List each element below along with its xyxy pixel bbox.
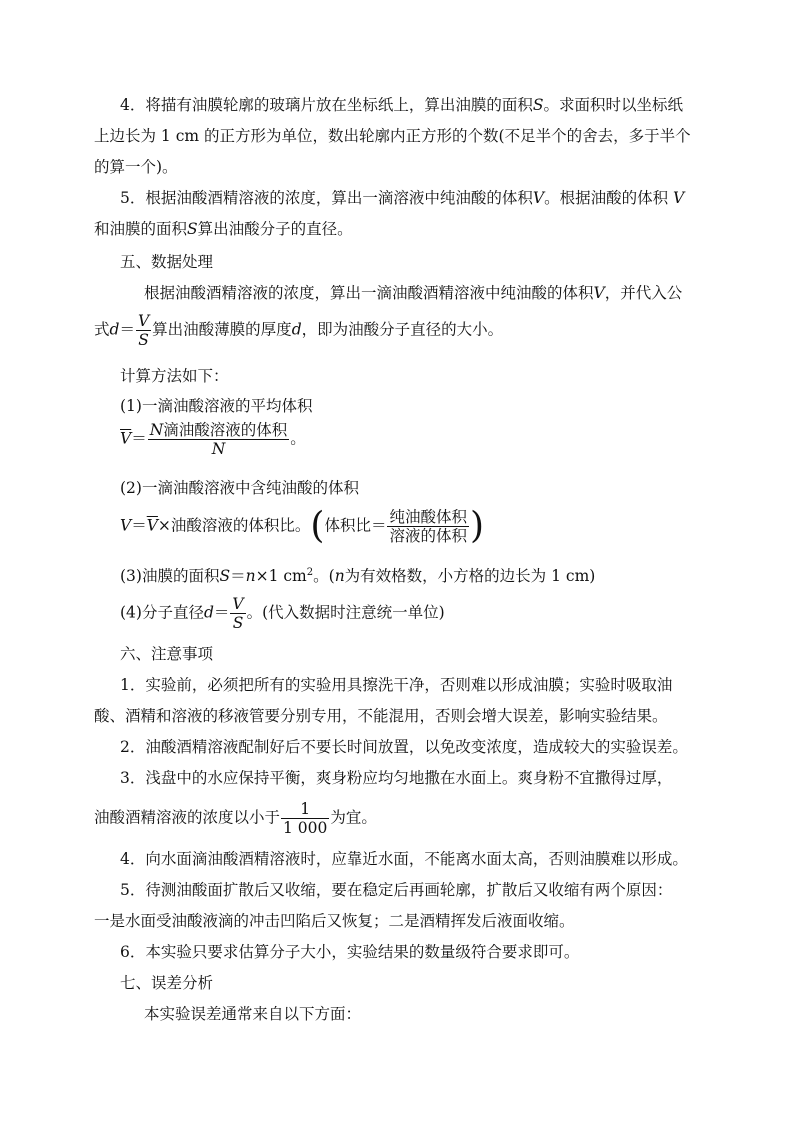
- step-2-label: (2)一滴油酸溶液中含纯油酸的体积: [120, 479, 359, 497]
- note5-line1: 5．待测油酸面扩散后又收缩，要在稳定后再画轮廓，扩散后又收缩有两个原因：: [120, 881, 673, 899]
- note3-line1: 3．浅盘中的水应保持平衡，爽身粉应均匀地撒在水面上。爽身粉不宜撒得过厚，: [120, 769, 673, 787]
- note5-line2: 一是水面受油酸液滴的冲击凹陷后又恢复；二是酒精挥发后液面收缩。: [94, 912, 575, 930]
- note6: 6．本实验只要求估算分子大小，实验结果的数量级符合要求即可。: [120, 943, 580, 961]
- step4-line3: 的算一个)。: [94, 158, 178, 176]
- section7-heading: 七、误差分析: [120, 974, 214, 992]
- step5-line2: 和油膜的面积S算出油酸分子的直径。: [94, 220, 353, 238]
- method-label: 计算方法如下：: [120, 367, 229, 385]
- step4-line2: 上边长为 1 cm 的正方形为单位，数出轮廓内正方形的个数(不足半个的舍去，多于半个: [94, 127, 691, 145]
- note4: 4．向水面滴油酸酒精溶液时，应靠近水面，不能离水面太高，否则油膜难以形成。: [120, 850, 688, 868]
- note1-line1: 1．实验前，必须把所有的实验用具擦洗干净，否则难以形成油膜；实验时吸取油: [120, 676, 673, 694]
- error-intro: 本实验误差通常来自以下方面：: [144, 1005, 362, 1023]
- section6-heading: 六、注意事项: [120, 645, 214, 663]
- formula-2: $V=\overline{V}\times$油酸溶液的体积比。(体积比＝ $\frac{\text{纯油酸体积}}{\text{溶液的体积}}$ ): [120, 505, 485, 547]
- note2: 2．油酸酒精溶液配制好后不要长时间放置，以免改变浓度，造成较大的实验误差。: [120, 738, 688, 756]
- step-3-label: (3)油膜的面积S＝n×1 $cm^2$。(n为有效格数，小方格的边长为 1 cm): [120, 567, 596, 586]
- step-4-label: (4)分子直径d＝ $\frac{V}{S}$ 。(代入数据时注意统一单位): [120, 595, 445, 632]
- data-formula-line: 式d＝ $\frac{V}{S}$ 算出油酸薄膜的厚度d，即为油酸分子直径的大小。: [94, 312, 504, 349]
- formula-1: $\overline{V}=$ $\frac{\text{N滴油酸溶液的体积}}{N}$ 。: [120, 421, 306, 458]
- step-1-label: (1)一滴油酸溶液的平均体积: [120, 397, 313, 415]
- fraction-v-over-s: $\frac{V}{S}$: [137, 312, 150, 349]
- data-line1: 根据油酸酒精溶液的浓度，算出一滴油酸酒精溶液中纯油酸的体积V，并代入公: [144, 284, 683, 302]
- section5-heading: 五、数据处理: [120, 253, 214, 271]
- note3-line2: 油酸酒精溶液的浓度以小于 $\frac{1}{1 000}$ 为宜。: [94, 800, 377, 837]
- step4-line1: 4．将描有油膜轮廓的玻璃片放在坐标纸上，算出油膜的面积S。求面积时以坐标纸: [120, 96, 684, 114]
- step5-line1: 5．根据油酸酒精溶液的浓度，算出一滴溶液中纯油酸的体积V。根据油酸的体积 V: [120, 189, 685, 207]
- fraction-one-thousandth: $\frac{1}{1 000}$: [283, 800, 328, 837]
- note1-line2: 酸、酒精和溶液的移液管要分别专用，不能混用，否则会增大误差，影响实验结果。: [94, 707, 668, 725]
